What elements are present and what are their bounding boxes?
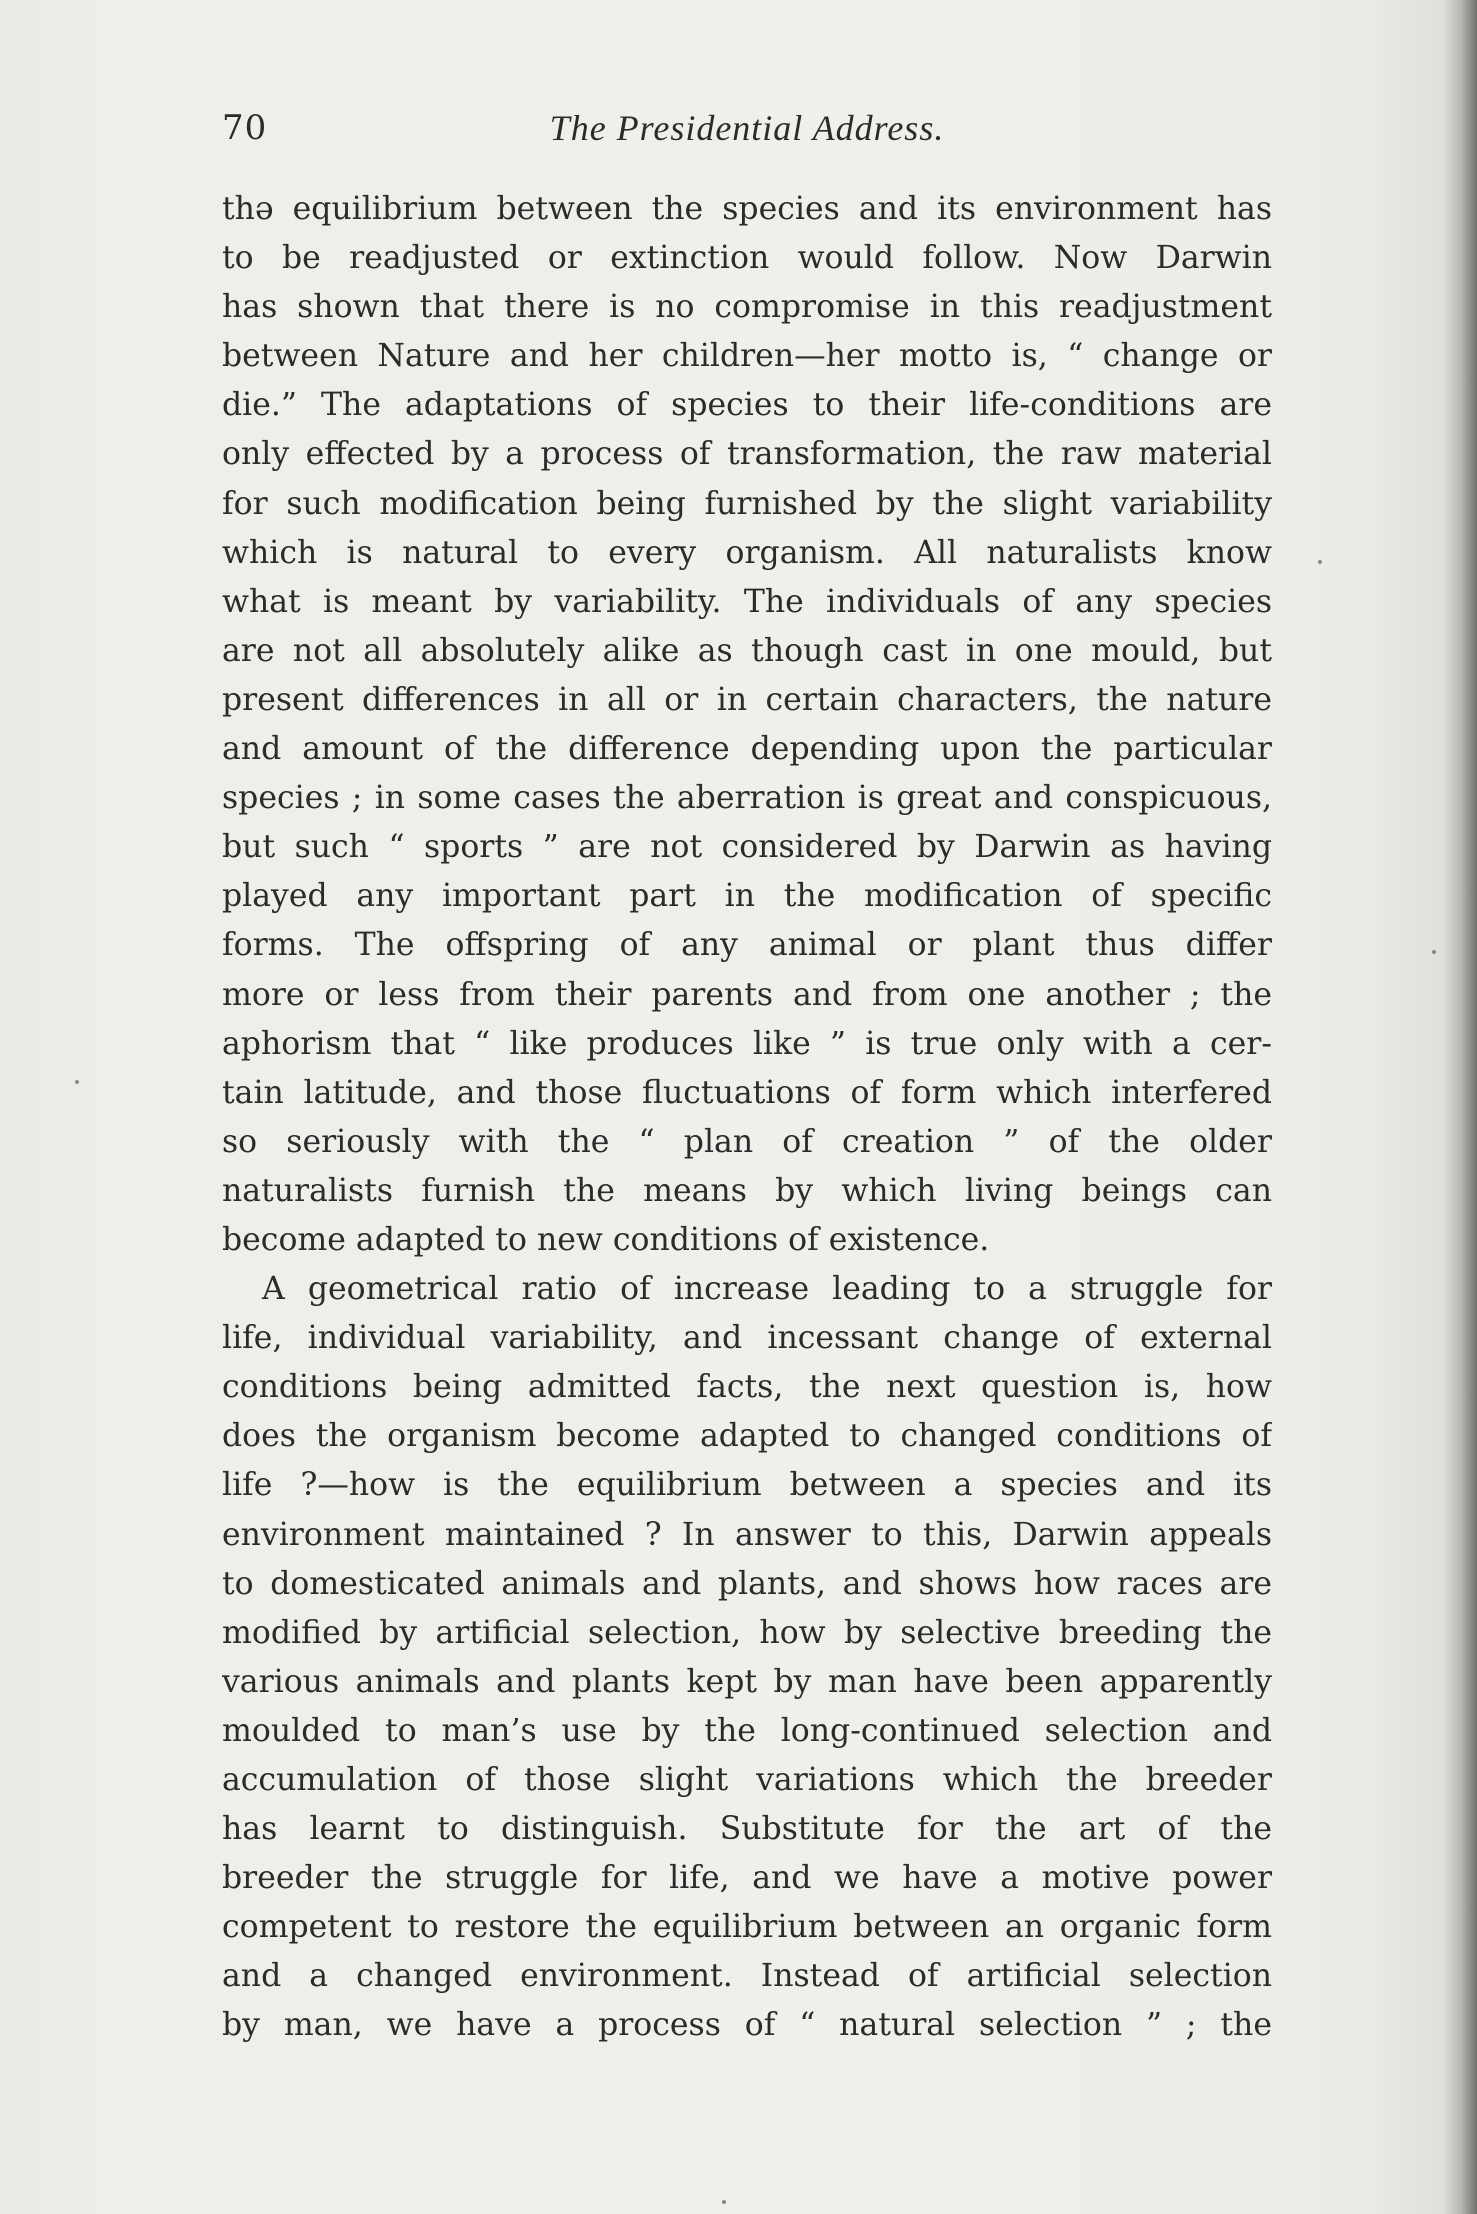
text-line: by man, we have a process of “ natural selection ” ; the [222,2007,1272,2044]
text-line: moulded to man’s use by the long-continued selection and [222,1712,1272,1749]
text-line: to be readjusted or extinction would follow. Now Darwin [222,240,1272,277]
text-line: for such modification being furnished by the slight variability [222,485,1272,522]
text-line: but such “ sports ” are not considered by Darwin as having [222,829,1272,866]
text-line: become adapted to new conditions of existence. [222,1221,990,1258]
paper-speck [1318,560,1322,564]
text-line: various animals and plants kept by man have been apparently [222,1663,1272,1700]
paragraph [222,185,1272,1265]
text-line: life ?—how is the equilibrium between a species and its [222,1467,1272,1504]
text-line: thə equilibrium between the species and its environment has [222,191,1272,227]
text-line: between Nature and her children—her motto is, “ change or [222,338,1272,375]
text-line: aphorism that “ like produces like ” is true only with a cer- [222,1025,1272,1062]
text-line: played any important part in the modification of specific [222,878,1272,915]
text-line: which is natural to every organism. All naturalists know [222,534,1272,571]
text-line: more or less from their parents and from one another ; the [222,976,1272,1013]
page-header [222,103,1272,153]
text-line: conditions being admitted facts, the next question is, how [222,1369,1272,1406]
page-number: 70 [222,108,268,148]
text-line: only effected by a process of transformation, the raw material [222,436,1272,473]
text-line: breeder the struggle for life, and we have a motive power [222,1860,1272,1897]
paper-speck [1432,950,1436,954]
text-line: tain latitude, and those fluctuations of form which interfered [222,1074,1272,1111]
text-line: and a changed environment. Instead of artificial selection [222,1958,1272,1995]
text-line: forms. The offspring of any animal or plant thus differ [222,927,1272,964]
text-line: modified by artificial selection, how by selective breeding the [222,1614,1272,1651]
text-line: A geometrical ratio of increase leading to a struggle for [262,1271,1272,1308]
running-head: The Presidential Address. [549,108,945,148]
text-line: accumulation of those slight variations which the breeder [222,1762,1272,1798]
paragraph [222,1265,1272,2051]
text-line: die.” The adaptations of species to their life-conditions are [222,387,1272,424]
paper-speck [75,1080,79,1084]
text-line: has shown that there is no compromise in this readjustment [222,289,1272,326]
text-line: and amount of the difference depending upon the particular [222,731,1272,768]
text-line: what is meant by variability. The individuals of any species [222,583,1272,620]
text-line: are not all absolutely alike as though cast in one mould, but [222,632,1272,669]
text-line: environment maintained ? In answer to this, Darwin appeals [222,1516,1272,1553]
text-line: competent to restore the equilibrium between an organic form [222,1909,1272,1946]
body-text [222,185,1272,2051]
page-edge-shadow [1443,0,1477,2214]
text-line: does the organism become adapted to changed conditions of [222,1418,1272,1455]
text-line: species ; in some cases the aberration is great and conspicuous, [222,780,1272,817]
text-line: to domesticated animals and plants, and shows how races are [222,1565,1272,1602]
text-line: so seriously with the “ plan of creation ” of the older [222,1123,1272,1160]
text-line: present differences in all or in certain characters, the nature [222,681,1272,718]
text-line: life, individual variability, and incessant change of external [222,1320,1272,1357]
text-line: naturalists furnish the means by which living beings can [222,1172,1272,1209]
paper-speck [722,2200,726,2204]
text-line: has learnt to distinguish. Substitute for the art of the [222,1811,1272,1848]
